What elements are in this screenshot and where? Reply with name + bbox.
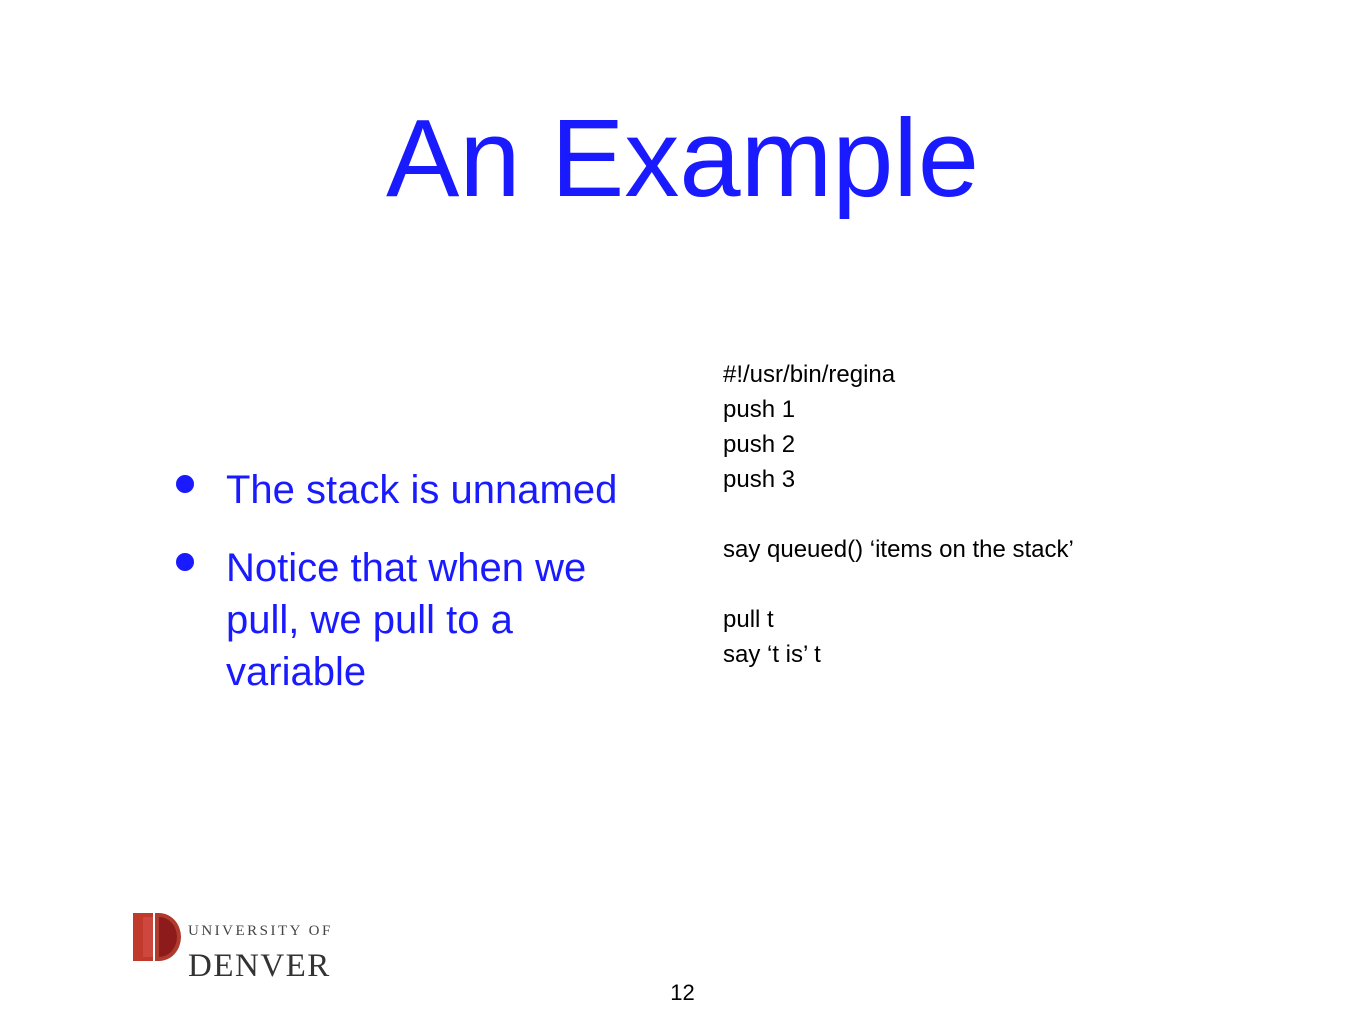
bullet-list (170, 464, 650, 724)
bullet-item (170, 464, 650, 516)
bullet-text: Notice that when we pull, we pull to a variable (226, 546, 587, 694)
code-line: push 3 (723, 466, 796, 493)
code-line: push 2 (723, 431, 796, 458)
code-block (723, 357, 1283, 672)
bullet-text: The stack is unnamed (226, 468, 618, 512)
code-line: say queued() ‘items on the stack’ (723, 536, 1074, 563)
code-line: #!/usr/bin/regina (723, 361, 896, 388)
bullet-dot-icon (176, 553, 194, 571)
slide-title: An Example (385, 97, 980, 220)
code-line (723, 497, 1283, 532)
bullet-dot-icon (176, 475, 194, 493)
university-of-denver-logo (133, 913, 333, 985)
page-number: 12 (670, 980, 695, 1005)
bullet-item (170, 542, 650, 698)
code-line: say ‘t is’ t (723, 641, 821, 668)
code-line: pull t (723, 606, 774, 633)
code-line: push 1 (723, 396, 796, 423)
logo-mark-icon (133, 913, 181, 961)
code-line (723, 567, 1283, 602)
logo-text-denver: DENVER (188, 948, 331, 984)
logo-text-university-of: UNIVERSITY OF (188, 923, 333, 939)
